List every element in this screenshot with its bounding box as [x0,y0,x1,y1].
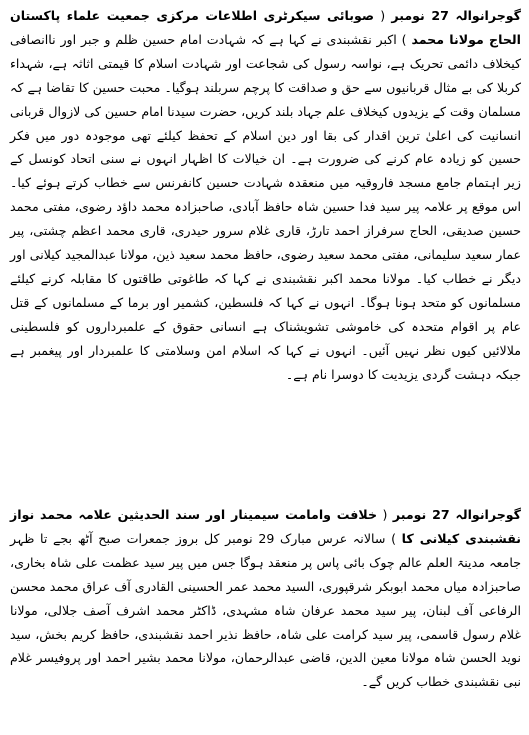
article-1-dateline: گوجرانوالہ 27 نومبر [391,8,521,23]
article-2-headline: خلافت وامامت سیمینار اور سند الحدیثین علامہ محمد نواز نقشبندی کیلانی کا [10,507,521,546]
article-2-headline-open-paren: ( [382,507,388,522]
article-1-body: اکبر نقشبندی نے کہا ہے کہ شہادت امام حسین ظلم و جبر اور ناانصافی کیخلاف دائمی تحریک ہے، نواسہ رسول کی شجاعت اور شہادت اسلام کا قیمتی اثاثہ ہے، شہداء کربلا کی بے مثال قربانیوں سے حق و صداقت کا پرچم سربلند ہوگیا۔ محبت حسین کا تقاضا ہے کہ مسلمان وقت کے یزیدوں کیخلاف علم جہاد بلند کریں، حضرت سیدنا امام حسین کی لازوال قربانی انسانیت کی اعلیٰ ترین اقدار کی بقا اور دین اسلام کے تحفظ کیلئے تھی موجودہ دور میں فکر حسین کو زیادہ عام کرنے کی ضرورت ہے۔ ان خیالات کا اظہار انہوں نے سنی اتحاد کونسل کے زیر اہتمام جامع مسجد فاروقیہ میں منعقدہ شہادت حسین کانفرنس سے خطاب کرتے ہوئے کیا۔ اس موقع پر علامہ پیر سید فدا حسین شاہ حافظ آبادی، صاحبزادہ محمد داؤد رضوی، مفتی محمد حسین صدیقی، الحاج سرفراز احمد تارڑ، قاری غلام سرور حیدری، قاری محمد اعظم چشتی، پیر عمار سعید سلیمانی، مفتی محمد سعید رضوی، حافظ محمد سعید ذین، مولانا عبدالمجید کیلانی اور دیگر نے خطاب کیا۔ مولانا محمد اکبر نقشبندی نے کہا کہ طاغوتی طاقتوں کا مقابلہ کرنے کیلئے مسلمانوں کو متحد ہونا ہوگا۔ انہوں نے کہا کہ فلسطین، کشمیر اور برما کے مسلمانوں کے قتل عام پر اقوام متحدہ کی خاموشی تشویشناک ہے انسانی حقوق کے علمبرداروں کو فلسطینی ملالائیں کیوں نظر نہیں آئیں۔ انہوں نے کہا کہ اسلام امن وسلامتی کا علمبردار اور پیغمبر ہے جبکہ دہشت گردی یزیدیت کا دوسرا نام ہے۔ [10,31,521,382]
article-2-body: سالانہ عرس مبارک 29 نومبر کل بروز جمعرات صبح آٹھ بجے تا ظہر جامعہ مدینۃ العلم عالم چوک بائی پاس پر منعقد ہوگا جس میں پیر سید عظمت علی شاہ بخاری، صاحبزادہ میاں محمد ابوبکر شرقپوری، السید محمد عمر الحسینی القادری آف عراق محمد محسن الرفاعی آف لبنان، پیر سید محمد عرفان شاہ مشہدی، ڈاکٹر محمد اشرف آصف جلالی، مولانا غلام رسول قاسمی، پیر سید کرامت علی شاہ، حافظ نذیر احمد نقشبندی، حافظ کریم بخش، سید نوید الحسن شاہ مولانا معین الدین، قاضی عبدالرحمان، مولانا محمد بشیر احمد اور پروفیسر غلام نبی نقشبندی خطاب کریں گے۔ [10,530,521,690]
article-1-headline-open-paren: ( [380,8,386,23]
news-article-1 [10,4,521,387]
article-2-headline-close-paren: ) [391,530,396,546]
article-2-dateline: گوجرانوالہ 27 نومبر [392,507,521,522]
news-article-2 [10,503,521,694]
article-1-headline-close-paren: ) [401,31,407,47]
article-1-headline: صوبائی سیکرٹری اطلاعات مرکزی جمعیت علماء پاکستان الحاج مولانا محمد [10,8,521,47]
